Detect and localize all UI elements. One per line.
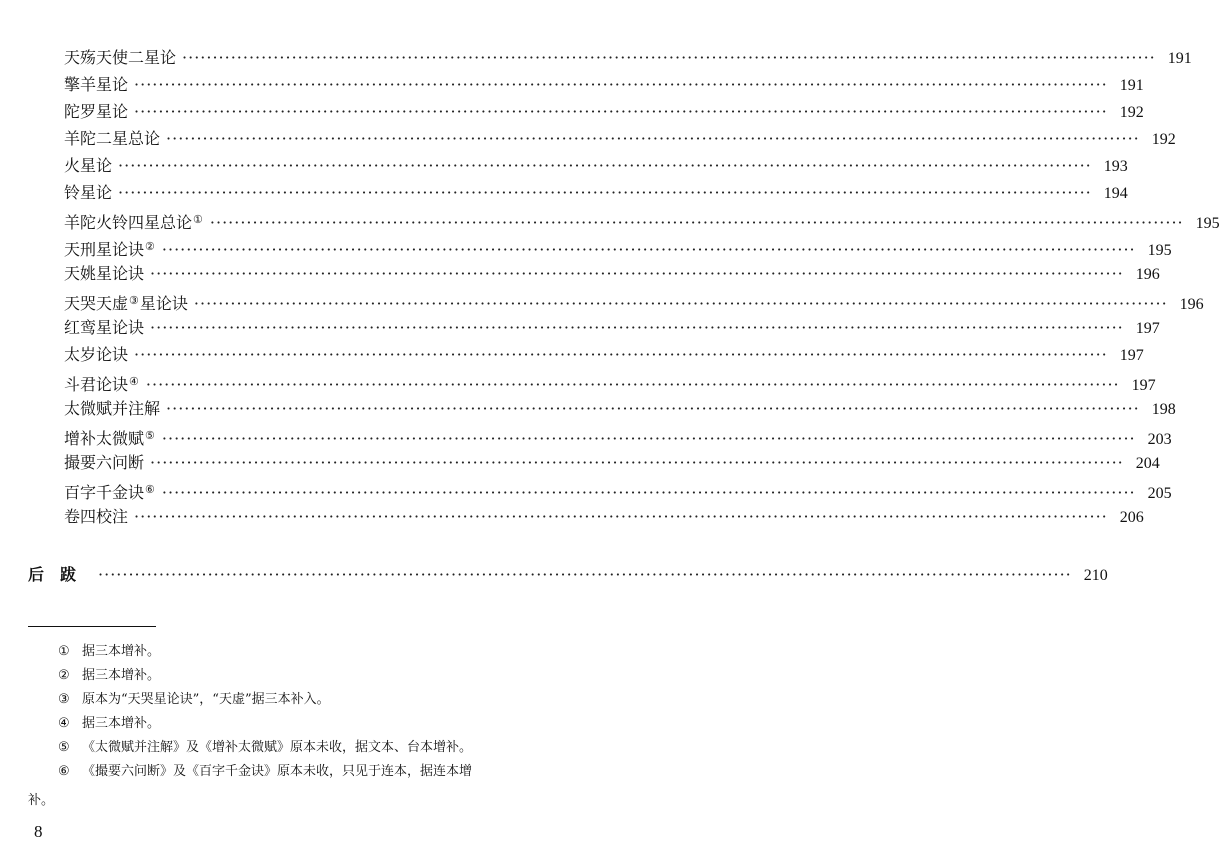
- dot-leader: ································································································································································: [118, 156, 1092, 175]
- dot-leader: ································································································································································: [193, 294, 1168, 313]
- toc-entry-page: 203: [1147, 431, 1172, 448]
- footnote: [58, 664, 558, 688]
- toc-entry-title: [64, 287, 188, 317]
- toc-entry-title-text: 擎羊星论: [64, 75, 129, 94]
- toc-entry-afterword[interactable]: [28, 561, 1108, 588]
- toc-entry-title: [64, 449, 144, 476]
- footnote: [58, 712, 558, 736]
- toc-entry-title-text: 星论诀: [139, 294, 188, 313]
- dot-leader: ································································································································································: [150, 264, 1124, 283]
- toc-entry-page: 204: [1135, 455, 1160, 472]
- toc-entry-title-text: 羊陀火铃四星总论: [64, 213, 193, 232]
- toc-entry-title-text: 天姚星论诀: [64, 264, 145, 283]
- toc-entry-page: 196: [1179, 296, 1204, 313]
- toc-entry-title-text: 铃星论: [64, 183, 113, 202]
- dot-leader: ································································································································································: [166, 399, 1140, 418]
- toc-entry[interactable]: [64, 44, 1192, 71]
- dot-leader: ································································································································································: [166, 129, 1140, 148]
- toc-entry-title: [64, 98, 128, 125]
- toc-entry-title: [64, 260, 144, 287]
- dot-leader: ································································································································································: [98, 565, 1072, 584]
- toc-entry-page: 196: [1135, 266, 1160, 283]
- toc-entry[interactable]: [64, 314, 1160, 341]
- toc-entry-page: 197: [1131, 377, 1156, 394]
- toc-entry[interactable]: [64, 206, 1220, 233]
- dot-leader: ································································································································································: [134, 345, 1108, 364]
- footnote-text: 据三本增补。: [82, 644, 161, 659]
- toc-entry-title: [64, 503, 128, 530]
- toc-entry-title-text: 火星论: [64, 156, 113, 175]
- footnote-ref[interactable]: ⑤: [145, 429, 155, 442]
- toc-entry-page: 195: [1147, 242, 1172, 259]
- toc-entry-title: [64, 44, 176, 71]
- toc-entry-title: [64, 368, 140, 398]
- toc-entry-page: 192: [1151, 131, 1176, 148]
- toc-entry-page: 197: [1119, 347, 1144, 364]
- toc-entry-page: 197: [1135, 320, 1160, 337]
- toc-entry-page: 191: [1119, 77, 1144, 94]
- dot-leader: ································································································································································: [161, 429, 1136, 448]
- toc-entry-page: 194: [1103, 185, 1128, 202]
- toc-entry[interactable]: [64, 98, 1144, 125]
- footnote-mark: ④: [58, 716, 70, 731]
- footnote-text: 据三本增补。: [82, 668, 161, 683]
- toc-entry[interactable]: [64, 395, 1176, 422]
- toc-entry[interactable]: [64, 341, 1144, 368]
- page-number: 8: [34, 822, 43, 841]
- footnote-continuation: 补。: [28, 793, 55, 808]
- footnote-ref[interactable]: ④: [129, 375, 139, 388]
- footnote: [58, 640, 558, 664]
- dot-leader: ································································································································································: [118, 183, 1092, 202]
- dot-leader: ································································································································································: [145, 375, 1120, 394]
- toc-entry[interactable]: [64, 287, 1204, 314]
- toc-entry-title-text: 天刑星论诀: [64, 240, 145, 259]
- toc-entry-title-text: 太微赋并注解: [64, 399, 161, 418]
- toc-entry[interactable]: [64, 368, 1156, 395]
- footnote-divider: [28, 626, 156, 627]
- toc-entry-title: [64, 179, 112, 206]
- toc-entry[interactable]: [64, 233, 1172, 260]
- dot-leader: ································································································································································: [161, 483, 1136, 502]
- footnote-mark: ⑥: [58, 764, 70, 779]
- toc-entry-title: 后跋: [28, 565, 93, 584]
- toc-entry[interactable]: [64, 179, 1128, 206]
- toc-entry-page: 195: [1195, 215, 1220, 232]
- footnote-text: 据三本增补。: [82, 716, 161, 731]
- dot-leader: ································································································································································: [182, 48, 1156, 67]
- dot-leader: ································································································································································: [209, 213, 1184, 232]
- footnote-mark: ⑤: [58, 740, 70, 755]
- dot-leader: ································································································································································: [134, 75, 1108, 94]
- dot-leader: ································································································································································: [134, 507, 1108, 526]
- toc-entry-title: [64, 206, 204, 236]
- footnote: [58, 736, 558, 760]
- dot-leader: ································································································································································: [134, 102, 1108, 121]
- toc-entry-title-text: 增补太微赋: [64, 429, 145, 448]
- toc-entry-title-text: 斗君论诀: [64, 375, 129, 394]
- toc-entry[interactable]: [64, 449, 1160, 476]
- toc-entry[interactable]: [64, 71, 1144, 98]
- footnote-text: 原本为“天哭星论诀”，“天虚”据三本补入。: [82, 692, 330, 707]
- toc-entry-title-text: 天哭天虚: [64, 294, 129, 313]
- toc-entry-title: [64, 314, 144, 341]
- toc-entry-title-text: 羊陀二星总论: [64, 129, 161, 148]
- toc-entry-title-text: 百字千金诀: [64, 483, 145, 502]
- toc-entry-title: [64, 422, 156, 452]
- toc-entry-page: 205: [1147, 485, 1172, 502]
- footnote-mark: ③: [58, 692, 70, 707]
- toc-entry-title: [64, 233, 156, 263]
- footnote-ref[interactable]: ③: [129, 294, 139, 307]
- toc-entry-title: [64, 125, 160, 152]
- toc-entry[interactable]: [64, 260, 1160, 287]
- toc-entry-title: [64, 476, 156, 506]
- table-of-contents: [64, 44, 1220, 530]
- toc-entry[interactable]: [64, 503, 1144, 530]
- toc-entry-page: 198: [1151, 401, 1176, 418]
- toc-entry-title-text: 红鸾星论诀: [64, 318, 145, 337]
- footnote-mark: ①: [58, 644, 70, 659]
- footnote: [58, 760, 558, 784]
- toc-entry-title-text: 卷四校注: [64, 507, 129, 526]
- toc-entry[interactable]: [64, 152, 1128, 179]
- footnote-ref[interactable]: ②: [145, 240, 155, 253]
- toc-entry-title: [64, 152, 112, 179]
- dot-leader: ································································································································································: [150, 453, 1124, 472]
- toc-entry-title: [64, 395, 160, 422]
- toc-entry-page: 206: [1119, 509, 1144, 526]
- footnote-text: 《太微赋并注解》及《增补太微赋》原本未收，据文本、台本增补。: [82, 740, 473, 755]
- footnote: [58, 688, 558, 712]
- footnotes: [58, 640, 558, 784]
- toc-entry-title: [64, 341, 128, 368]
- toc-entry-page: 210: [1083, 567, 1108, 584]
- toc-entry[interactable]: [64, 422, 1172, 449]
- toc-entry[interactable]: [64, 125, 1176, 152]
- toc-entry-page: 192: [1119, 104, 1144, 121]
- toc-entry-page: 193: [1103, 158, 1128, 175]
- toc-entry[interactable]: [64, 476, 1172, 503]
- toc-entry-title-text: 太岁论诀: [64, 345, 129, 364]
- footnote-ref[interactable]: ⑥: [145, 483, 155, 496]
- dot-leader: ································································································································································: [150, 318, 1124, 337]
- toc-entry-title-text: 陀罗星论: [64, 102, 129, 121]
- toc-entry-title-text: 撮要六问断: [64, 453, 145, 472]
- footnote-text: 《撮要六问断》及《百字千金诀》原本未收，只见于连本，据连本增: [82, 764, 473, 779]
- footnote-mark: ②: [58, 668, 70, 683]
- toc-entry-title-text: 天殇天使二星论: [64, 48, 177, 67]
- dot-leader: ································································································································································: [161, 240, 1136, 259]
- toc-entry-title: [64, 71, 128, 98]
- footnote-ref[interactable]: ①: [193, 213, 203, 226]
- toc-entry-page: 191: [1167, 50, 1192, 67]
